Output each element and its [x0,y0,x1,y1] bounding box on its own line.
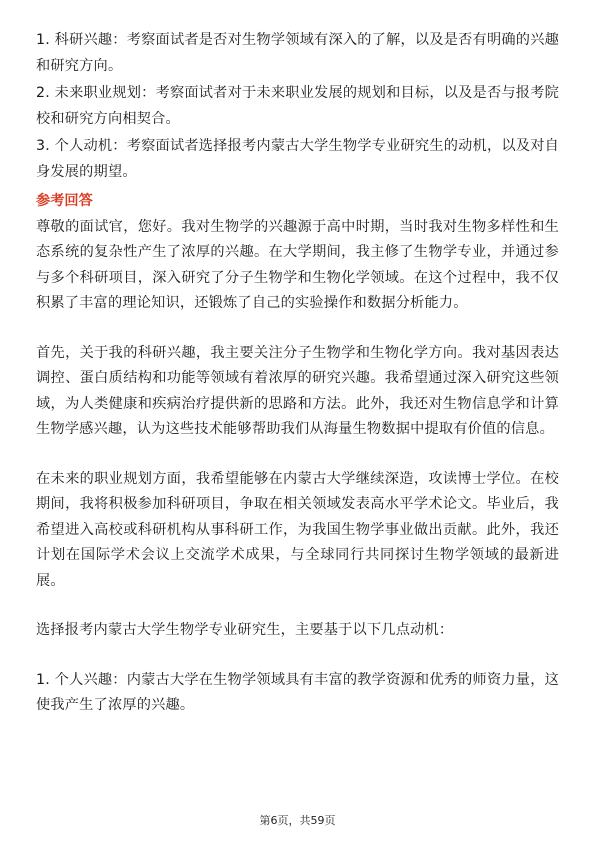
answer-paragraph-research: 首先，关于我的科研兴趣，我主要关注分子生物学和生物化学方向。我对基因表达调控、蛋白质结构和功能等领域有着浓厚的研究兴趣。我希望通过深入研究这些领域，为人类健康和疾病治疗提供新的思路和方法。此外，我还对生物信息学和计算生物学感兴趣，认为这些技术能够帮助我们从海量生物数据中提取有价值的信息。 [36,344,559,437]
criterion-motivation: 3. 个人动机：考察面试者选择报考内蒙古大学生物学专业研究生的动机，以及对自身发展的期望。 [36,138,559,180]
page-number: 第6页，共59页 [259,814,336,827]
answer-heading: 参考回答 [36,193,93,209]
criterion-career-plan: 2. 未来职业规划：考察面试者对于未来职业发展的规划和目标，以及是否与报考院校和研究方向相契合。 [36,85,559,127]
answer-paragraph-motivation-lead: 选择报考内蒙古大学生物学专业研究生，主要基于以下几点动机： [36,622,454,638]
answer-paragraph-intro: 尊敬的面试官，您好。我对生物学的兴趣源于高中时期，当时我对生物多样性和生态系统的复杂性产生了浓厚的兴趣。在大学期间，我主修了生物学专业，并通过参与多个科研项目，深入研究了分子生物学和生物化学领域。在这个过程中，我不仅积累了丰富的理论知识，还锻炼了自己的实验操作和数据分析能力。 [36,218,559,311]
document-body [36,28,559,719]
answer-paragraph-motivation-1: 1. 个人兴趣：内蒙古大学在生物学领域具有丰富的教学资源和优秀的师资力量，这使我产生了浓厚的兴趣。 [36,671,559,713]
answer-paragraph-career: 在未来的职业规划方面，我希望能够在内蒙古大学继续深造，攻读博士学位。在校期间，我将积极参加科研项目，争取在相关领域发表高水平学术论文。毕业后，我希望进入高校或科研机构从事科研工作，为我国生物学事业做出贡献。此外，我还计划在国际学术会议上交流学术成果，与全球同行共同探讨生物学领域的最新进展。 [36,470,559,589]
criterion-research-interest: 1. 科研兴趣：考察面试者是否对生物学领域有深入的了解，以及是否有明确的兴趣和研究方向。 [36,32,559,74]
